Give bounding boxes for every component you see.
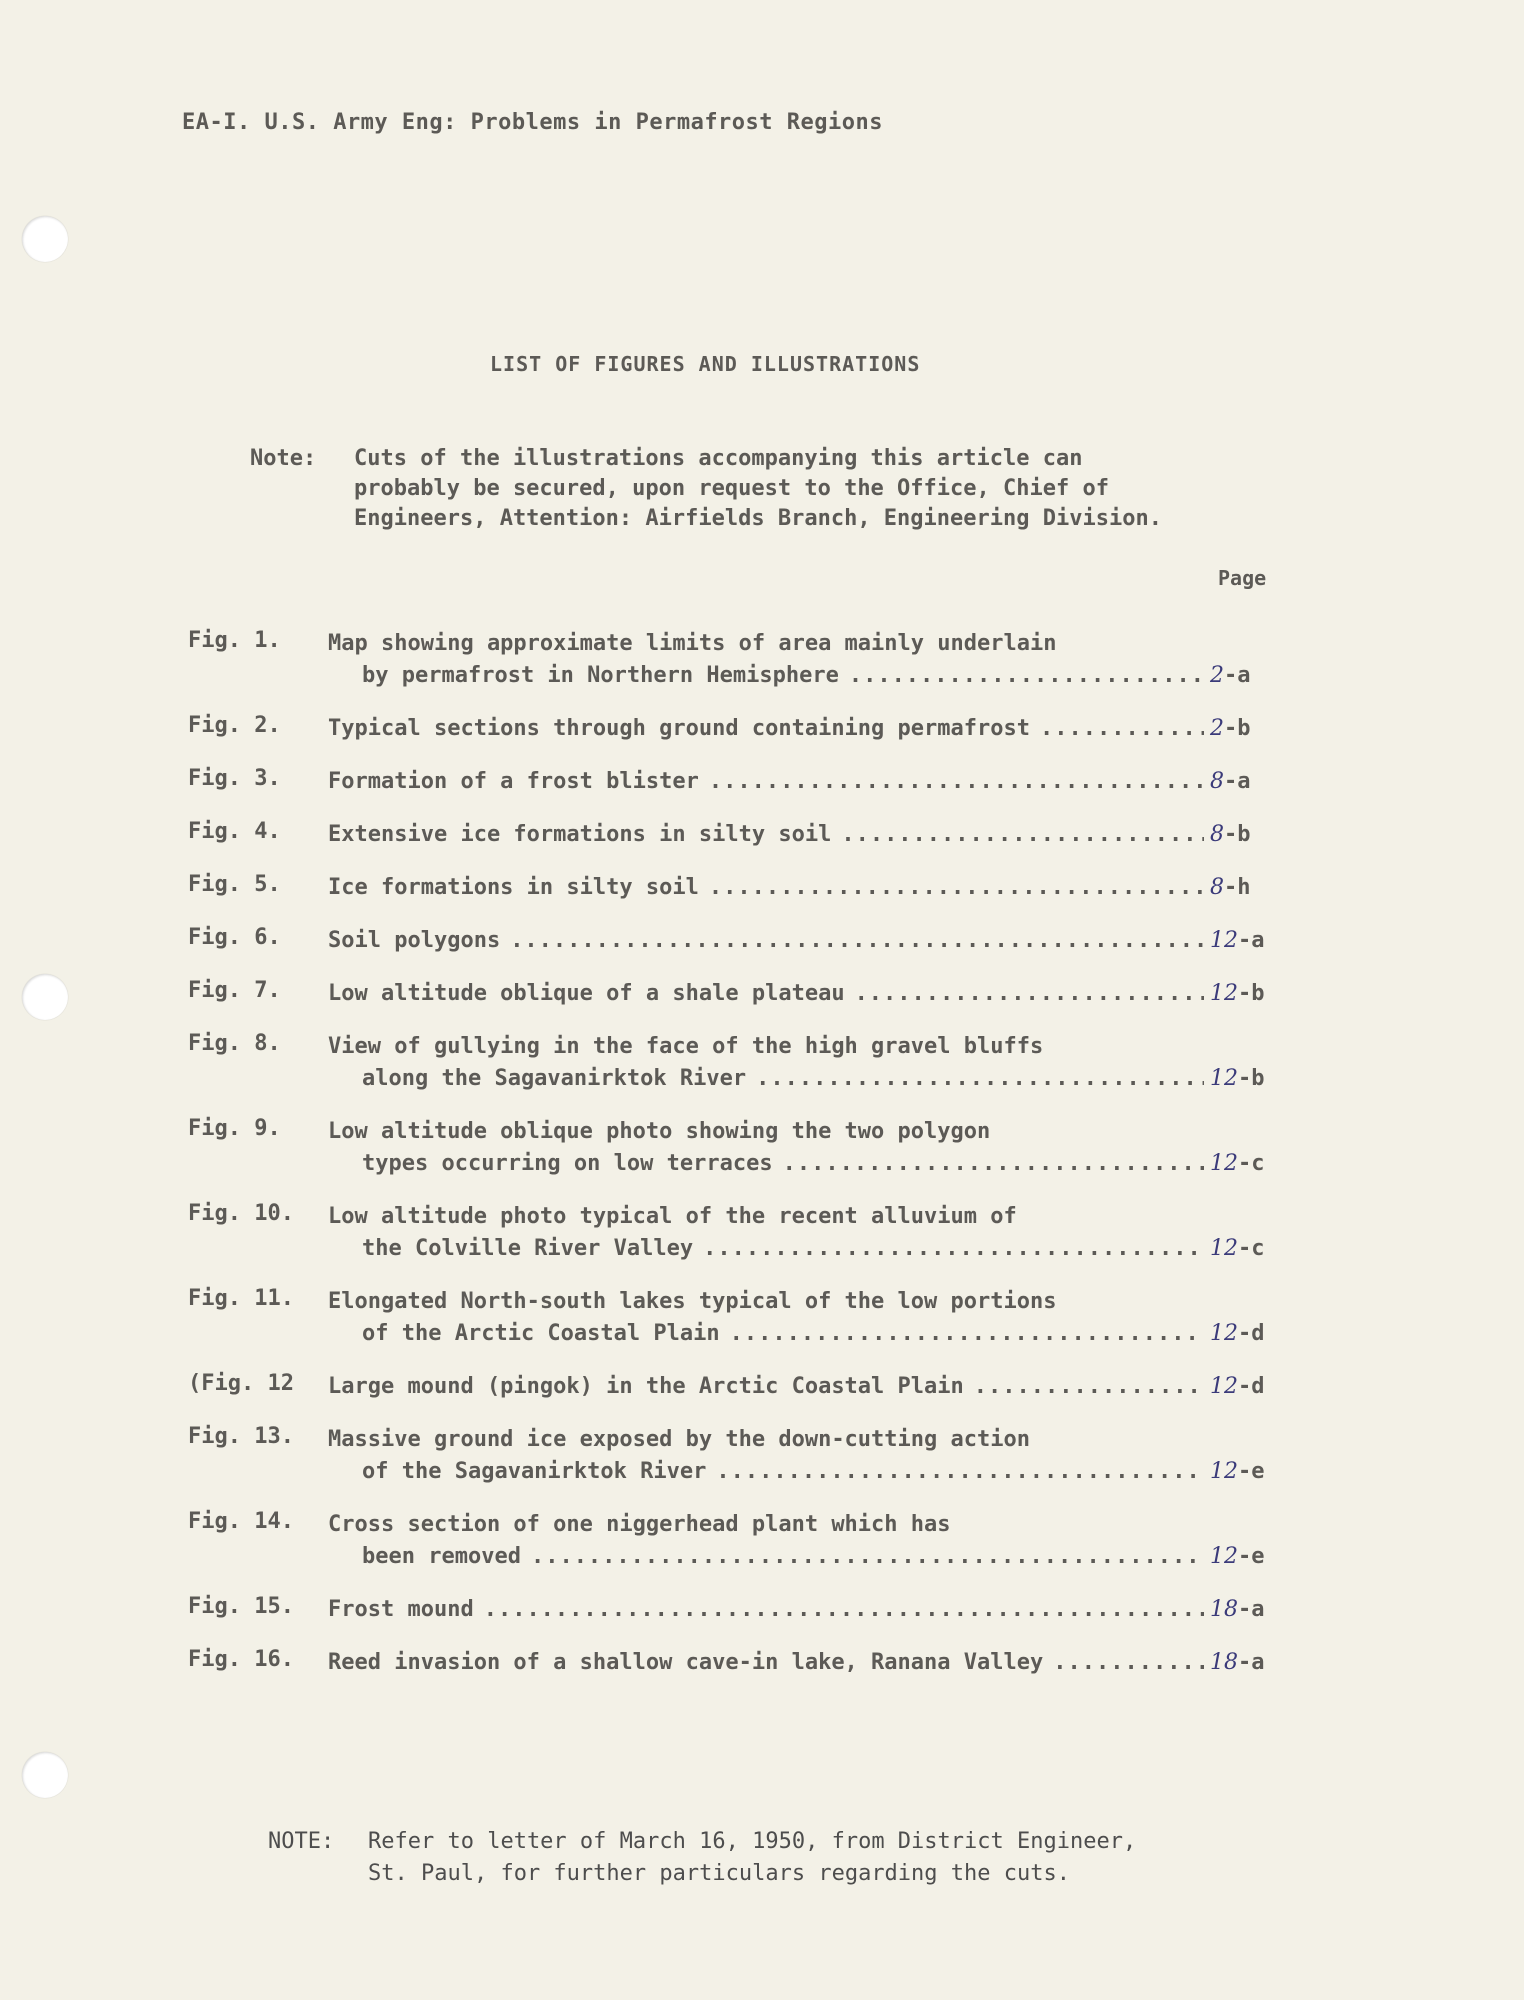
dot-leader bbox=[756, 1063, 1204, 1095]
figure-body bbox=[328, 1509, 1274, 1573]
figure-label: Fig. 5. bbox=[188, 872, 281, 897]
note-text: Cuts of the illustrations accompanying this article can probably be secured, upon request to the Office, Chief of Engineers, Attention: Airfields Branch, Engineering Division. bbox=[354, 446, 1162, 531]
dot-leader bbox=[510, 925, 1204, 957]
figure-label: Fig. 15. bbox=[188, 1594, 294, 1619]
figure-body bbox=[328, 713, 1274, 745]
figure-page-number: 2 bbox=[1210, 716, 1224, 741]
figure-caption-line: Elongated North-south lakes typical of the low portions bbox=[328, 1289, 1057, 1314]
figure-entry-line bbox=[328, 925, 1274, 957]
figure-caption: types occurring on low terraces bbox=[362, 1151, 773, 1176]
figure-page-suffix: -a bbox=[1238, 1597, 1265, 1622]
dot-leader bbox=[709, 766, 1204, 798]
figure-caption: Soil polygons bbox=[328, 928, 501, 953]
figure-page bbox=[1210, 1318, 1274, 1350]
figure-page-suffix: -b bbox=[1224, 716, 1251, 741]
figure-caption: Frost mound bbox=[328, 1597, 474, 1622]
figure-caption: Reed invasion of a shallow cave-in lake, Ranana Valley bbox=[328, 1650, 1044, 1675]
figure-entry-line bbox=[328, 660, 1274, 692]
figure-caption: Large mound (pingok) in the Arctic Coastal Plain bbox=[328, 1374, 964, 1399]
figure-page-suffix: -c bbox=[1238, 1151, 1265, 1176]
figure-page-number: 12 bbox=[1210, 1236, 1238, 1261]
figure-caption-line: View of gullying in the face of the high gravel bluffs bbox=[328, 1034, 1044, 1059]
figure-body bbox=[328, 1647, 1274, 1679]
dot-leader bbox=[841, 819, 1204, 851]
dot-leader bbox=[855, 978, 1204, 1010]
figure-body bbox=[328, 1031, 1274, 1095]
figure-label: Fig. 8. bbox=[188, 1031, 281, 1056]
figure-entry bbox=[188, 1594, 1274, 1626]
figure-entry bbox=[188, 978, 1274, 1010]
figure-label: Fig. 10. bbox=[188, 1201, 294, 1226]
figure-page bbox=[1210, 766, 1274, 798]
figure-page bbox=[1210, 819, 1274, 851]
figure-label: Fig. 2. bbox=[188, 713, 281, 738]
figure-caption: of the Arctic Coastal Plain bbox=[362, 1321, 720, 1346]
figure-page bbox=[1210, 1063, 1274, 1095]
figure-page bbox=[1210, 1456, 1274, 1488]
figure-label: Fig. 13. bbox=[188, 1424, 294, 1449]
figure-page-number: 12 bbox=[1210, 1544, 1238, 1569]
figure-label: (Fig. 12 bbox=[188, 1371, 294, 1396]
final-note-label: NOTE: bbox=[268, 1829, 335, 1854]
figure-page-number: 18 bbox=[1210, 1597, 1238, 1622]
figure-entry bbox=[188, 872, 1274, 904]
punch-hole bbox=[22, 974, 68, 1020]
figure-page bbox=[1210, 1594, 1274, 1626]
figure-page-number: 18 bbox=[1210, 1650, 1238, 1675]
figure-page-number: 12 bbox=[1210, 1321, 1238, 1346]
figure-entry-line bbox=[328, 1148, 1274, 1180]
figure-entry bbox=[188, 1031, 1274, 1095]
dot-leader bbox=[1053, 1647, 1204, 1679]
figure-entry-line bbox=[328, 1594, 1274, 1626]
figure-page-number: 12 bbox=[1210, 1459, 1238, 1484]
figure-entry bbox=[188, 766, 1274, 798]
figure-entry-line bbox=[328, 1063, 1274, 1095]
figure-label: Fig. 11. bbox=[188, 1286, 294, 1311]
figure-body bbox=[328, 1201, 1274, 1265]
figure-caption: of the Sagavanirktok River bbox=[362, 1459, 707, 1484]
figure-entry-line bbox=[328, 819, 1274, 851]
figure-entry-line bbox=[328, 1647, 1274, 1679]
figure-entry bbox=[188, 1286, 1274, 1350]
figure-entry-line bbox=[328, 978, 1274, 1010]
figure-page-suffix: -b bbox=[1238, 1066, 1265, 1091]
dot-leader bbox=[703, 1233, 1204, 1265]
dot-leader bbox=[1040, 713, 1204, 745]
figure-entry bbox=[188, 1647, 1274, 1679]
punch-hole bbox=[22, 1752, 68, 1798]
figure-body bbox=[328, 1116, 1274, 1180]
figure-entry-line bbox=[328, 1318, 1274, 1350]
figure-page-suffix: -d bbox=[1238, 1374, 1265, 1399]
figure-page-number: 12 bbox=[1210, 1151, 1238, 1176]
figure-page-suffix: -d bbox=[1238, 1321, 1265, 1346]
figure-page bbox=[1210, 978, 1274, 1010]
figure-caption-line: Low altitude photo typical of the recent alluvium of bbox=[328, 1204, 1017, 1229]
figure-caption: the Colville River Valley bbox=[362, 1236, 694, 1261]
figure-caption: Typical sections through ground containing permafrost bbox=[328, 716, 1030, 741]
figure-entry-line bbox=[328, 766, 1274, 798]
figure-page-suffix: -a bbox=[1238, 928, 1265, 953]
figure-entry-line bbox=[328, 713, 1274, 745]
figure-caption: by permafrost in Northern Hemisphere bbox=[362, 663, 839, 688]
figure-page-suffix: -e bbox=[1238, 1544, 1265, 1569]
figure-label: Fig. 6. bbox=[188, 925, 281, 950]
dot-leader bbox=[974, 1371, 1204, 1403]
figure-entry bbox=[188, 1116, 1274, 1180]
figure-label: Fig. 16. bbox=[188, 1647, 294, 1672]
figure-caption-line: Map showing approximate limits of area mainly underlain bbox=[328, 631, 1057, 656]
figure-caption-line: Massive ground ice exposed by the down-cutting action bbox=[328, 1427, 1030, 1452]
figure-body bbox=[328, 819, 1274, 851]
figure-page-suffix: -a bbox=[1238, 1650, 1265, 1675]
figure-label: Fig. 4. bbox=[188, 819, 281, 844]
figure-page-number: 12 bbox=[1210, 981, 1238, 1006]
figure-caption: been removed bbox=[362, 1544, 521, 1569]
figure-page-suffix: -b bbox=[1224, 822, 1251, 847]
figure-page-number: 12 bbox=[1210, 1374, 1238, 1399]
figure-entry-line bbox=[328, 1456, 1274, 1488]
figure-entry bbox=[188, 1424, 1274, 1488]
figure-page bbox=[1210, 1541, 1274, 1573]
figure-page-suffix: -e bbox=[1238, 1459, 1265, 1484]
figure-label: Fig. 9. bbox=[188, 1116, 281, 1141]
dot-leader bbox=[783, 1148, 1204, 1180]
figure-page bbox=[1210, 660, 1274, 692]
figure-list bbox=[188, 628, 1274, 1700]
figure-entry bbox=[188, 819, 1274, 851]
figure-body bbox=[328, 872, 1274, 904]
figure-caption: Ice formations in silty soil bbox=[328, 875, 699, 900]
note-label: Note: bbox=[250, 446, 317, 471]
figure-body bbox=[328, 1594, 1274, 1626]
figure-entry bbox=[188, 628, 1274, 692]
figure-caption-line: Low altitude oblique photo showing the two polygon bbox=[328, 1119, 991, 1144]
figure-entry-line bbox=[328, 1371, 1274, 1403]
figure-page-suffix: -c bbox=[1238, 1236, 1265, 1261]
figure-entry-line bbox=[328, 1233, 1274, 1265]
figure-caption-line: Cross section of one niggerhead plant which has bbox=[328, 1512, 951, 1537]
figure-page-suffix: -a bbox=[1224, 663, 1251, 688]
figure-page-suffix: -b bbox=[1238, 981, 1265, 1006]
list-title: LIST OF FIGURES AND ILLUSTRATIONS bbox=[490, 352, 921, 376]
figure-label: Fig. 1. bbox=[188, 628, 281, 653]
figure-body bbox=[328, 925, 1274, 957]
figure-label: Fig. 14. bbox=[188, 1509, 294, 1534]
figure-page bbox=[1210, 925, 1274, 957]
figure-page bbox=[1210, 1233, 1274, 1265]
document-header: EA-I. U.S. Army Eng: Problems in Permafrost Regions bbox=[182, 110, 884, 135]
figure-entry bbox=[188, 1371, 1274, 1403]
figure-page-number: 8 bbox=[1210, 822, 1224, 847]
figure-page bbox=[1210, 1371, 1274, 1403]
figure-page bbox=[1210, 713, 1274, 745]
dot-leader bbox=[709, 872, 1204, 904]
final-note-text: Refer to letter of March 16, 1950, from District Engineer, St. Paul, for further particulars regarding the cuts. bbox=[368, 1829, 1137, 1886]
figure-entry-line bbox=[328, 1541, 1274, 1573]
figure-page bbox=[1210, 872, 1274, 904]
figure-body bbox=[328, 1371, 1274, 1403]
figure-page-suffix: -h bbox=[1224, 875, 1251, 900]
figure-body bbox=[328, 978, 1274, 1010]
dot-leader bbox=[849, 660, 1204, 692]
figure-body bbox=[328, 1286, 1274, 1350]
figure-entry-line bbox=[328, 872, 1274, 904]
figure-caption: Extensive ice formations in silty soil bbox=[328, 822, 832, 847]
figure-page-number: 12 bbox=[1210, 928, 1238, 953]
figure-page-number: 8 bbox=[1210, 875, 1224, 900]
figure-label: Fig. 7. bbox=[188, 978, 281, 1003]
dot-leader bbox=[730, 1318, 1204, 1350]
figure-label: Fig. 3. bbox=[188, 766, 281, 791]
figure-body bbox=[328, 1424, 1274, 1488]
figure-caption: Low altitude oblique of a shale plateau bbox=[328, 981, 845, 1006]
dot-leader bbox=[716, 1456, 1204, 1488]
figure-entry bbox=[188, 925, 1274, 957]
figure-caption: along the Sagavanirktok River bbox=[362, 1066, 747, 1091]
figure-entry bbox=[188, 713, 1274, 745]
figure-page bbox=[1210, 1148, 1274, 1180]
figure-page-number: 12 bbox=[1210, 1066, 1238, 1091]
punch-hole bbox=[22, 216, 68, 262]
page-column-heading: Page bbox=[1218, 566, 1267, 590]
figure-page-suffix: -a bbox=[1224, 769, 1251, 794]
figure-page-number: 2 bbox=[1210, 663, 1224, 688]
figure-entry bbox=[188, 1201, 1274, 1265]
figure-entry bbox=[188, 1509, 1274, 1573]
dot-leader bbox=[484, 1594, 1204, 1626]
figure-body bbox=[328, 628, 1274, 692]
dot-leader bbox=[531, 1541, 1204, 1573]
figure-page-number: 8 bbox=[1210, 769, 1224, 794]
figure-page bbox=[1210, 1647, 1274, 1679]
figure-body bbox=[328, 766, 1274, 798]
figure-caption: Formation of a frost blister bbox=[328, 769, 699, 794]
